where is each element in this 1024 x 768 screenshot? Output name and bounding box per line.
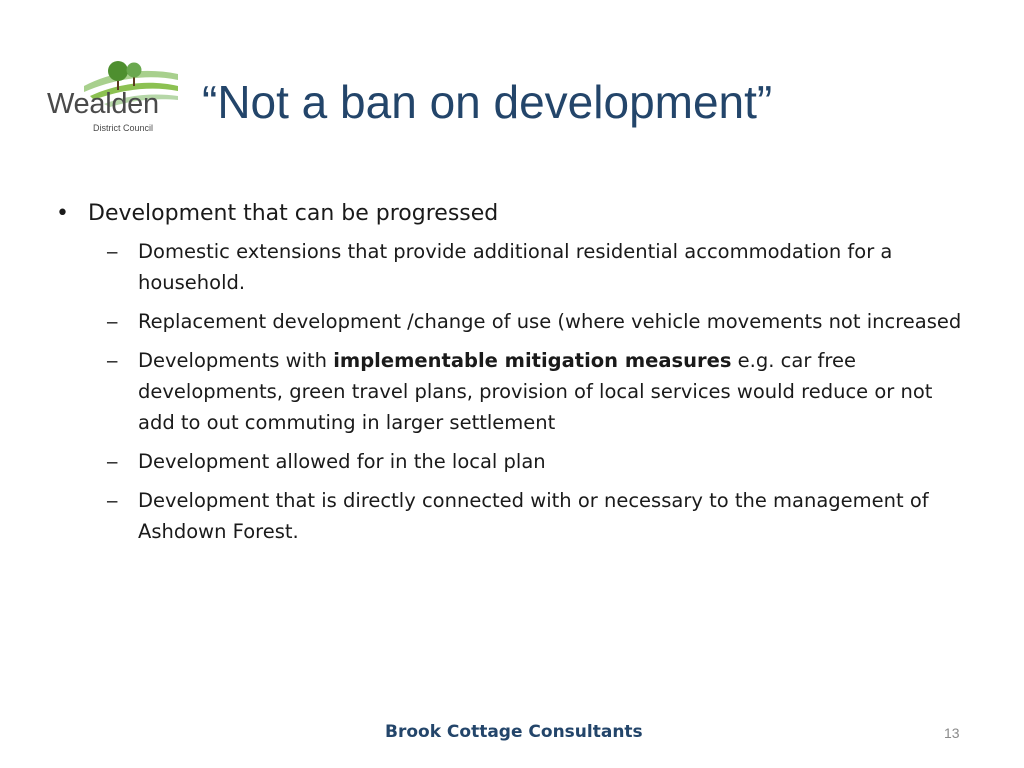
page-number: 13 <box>944 725 960 741</box>
logo-subtitle: District Council <box>93 123 154 133</box>
logo-wordmark: Wealden <box>47 88 159 120</box>
sub-bullet-text: Replacement development /change of use (where vehicle movements not increased <box>138 310 962 333</box>
sub-bullet-text: Development that is directly connected with or necessary to the management of Ashdown Forest. <box>138 489 929 543</box>
wealden-logo <box>44 56 194 136</box>
sub-bullet-text: Domestic extensions that provide additional residential accommodation for a household. <box>138 240 893 294</box>
footer-text: Brook Cottage Consultants <box>385 722 643 742</box>
sub-bullet-1 <box>106 236 968 298</box>
dash-marker: ‒ <box>106 310 119 333</box>
main-bullet <box>52 196 972 232</box>
slide-title: “Not a ban on development” <box>202 76 773 128</box>
sub-bullet-text-pre: Developments with <box>138 349 334 372</box>
dash-marker: ‒ <box>106 489 119 512</box>
main-bullet-text: Development that can be progressed <box>88 201 499 226</box>
sub-bullet-text: Development allowed for in the local plan <box>138 450 546 473</box>
dash-marker: ‒ <box>106 240 119 263</box>
slide-content <box>52 196 972 555</box>
sub-bullet-4 <box>106 446 968 477</box>
dash-marker: ‒ <box>106 349 119 372</box>
sub-bullet-text-post: e.g. car free developments, green travel plans, provision of local services would reduce or not add to out commuting in larger settlement <box>138 349 933 434</box>
sub-bullet-5 <box>106 485 968 547</box>
sub-bullet-text-bold: implementable mitigation measures <box>333 349 732 372</box>
sub-bullet-3 <box>106 345 968 438</box>
bullet-marker: • <box>56 201 69 226</box>
dash-marker: ‒ <box>106 450 119 473</box>
sub-bullet-2 <box>106 306 968 337</box>
